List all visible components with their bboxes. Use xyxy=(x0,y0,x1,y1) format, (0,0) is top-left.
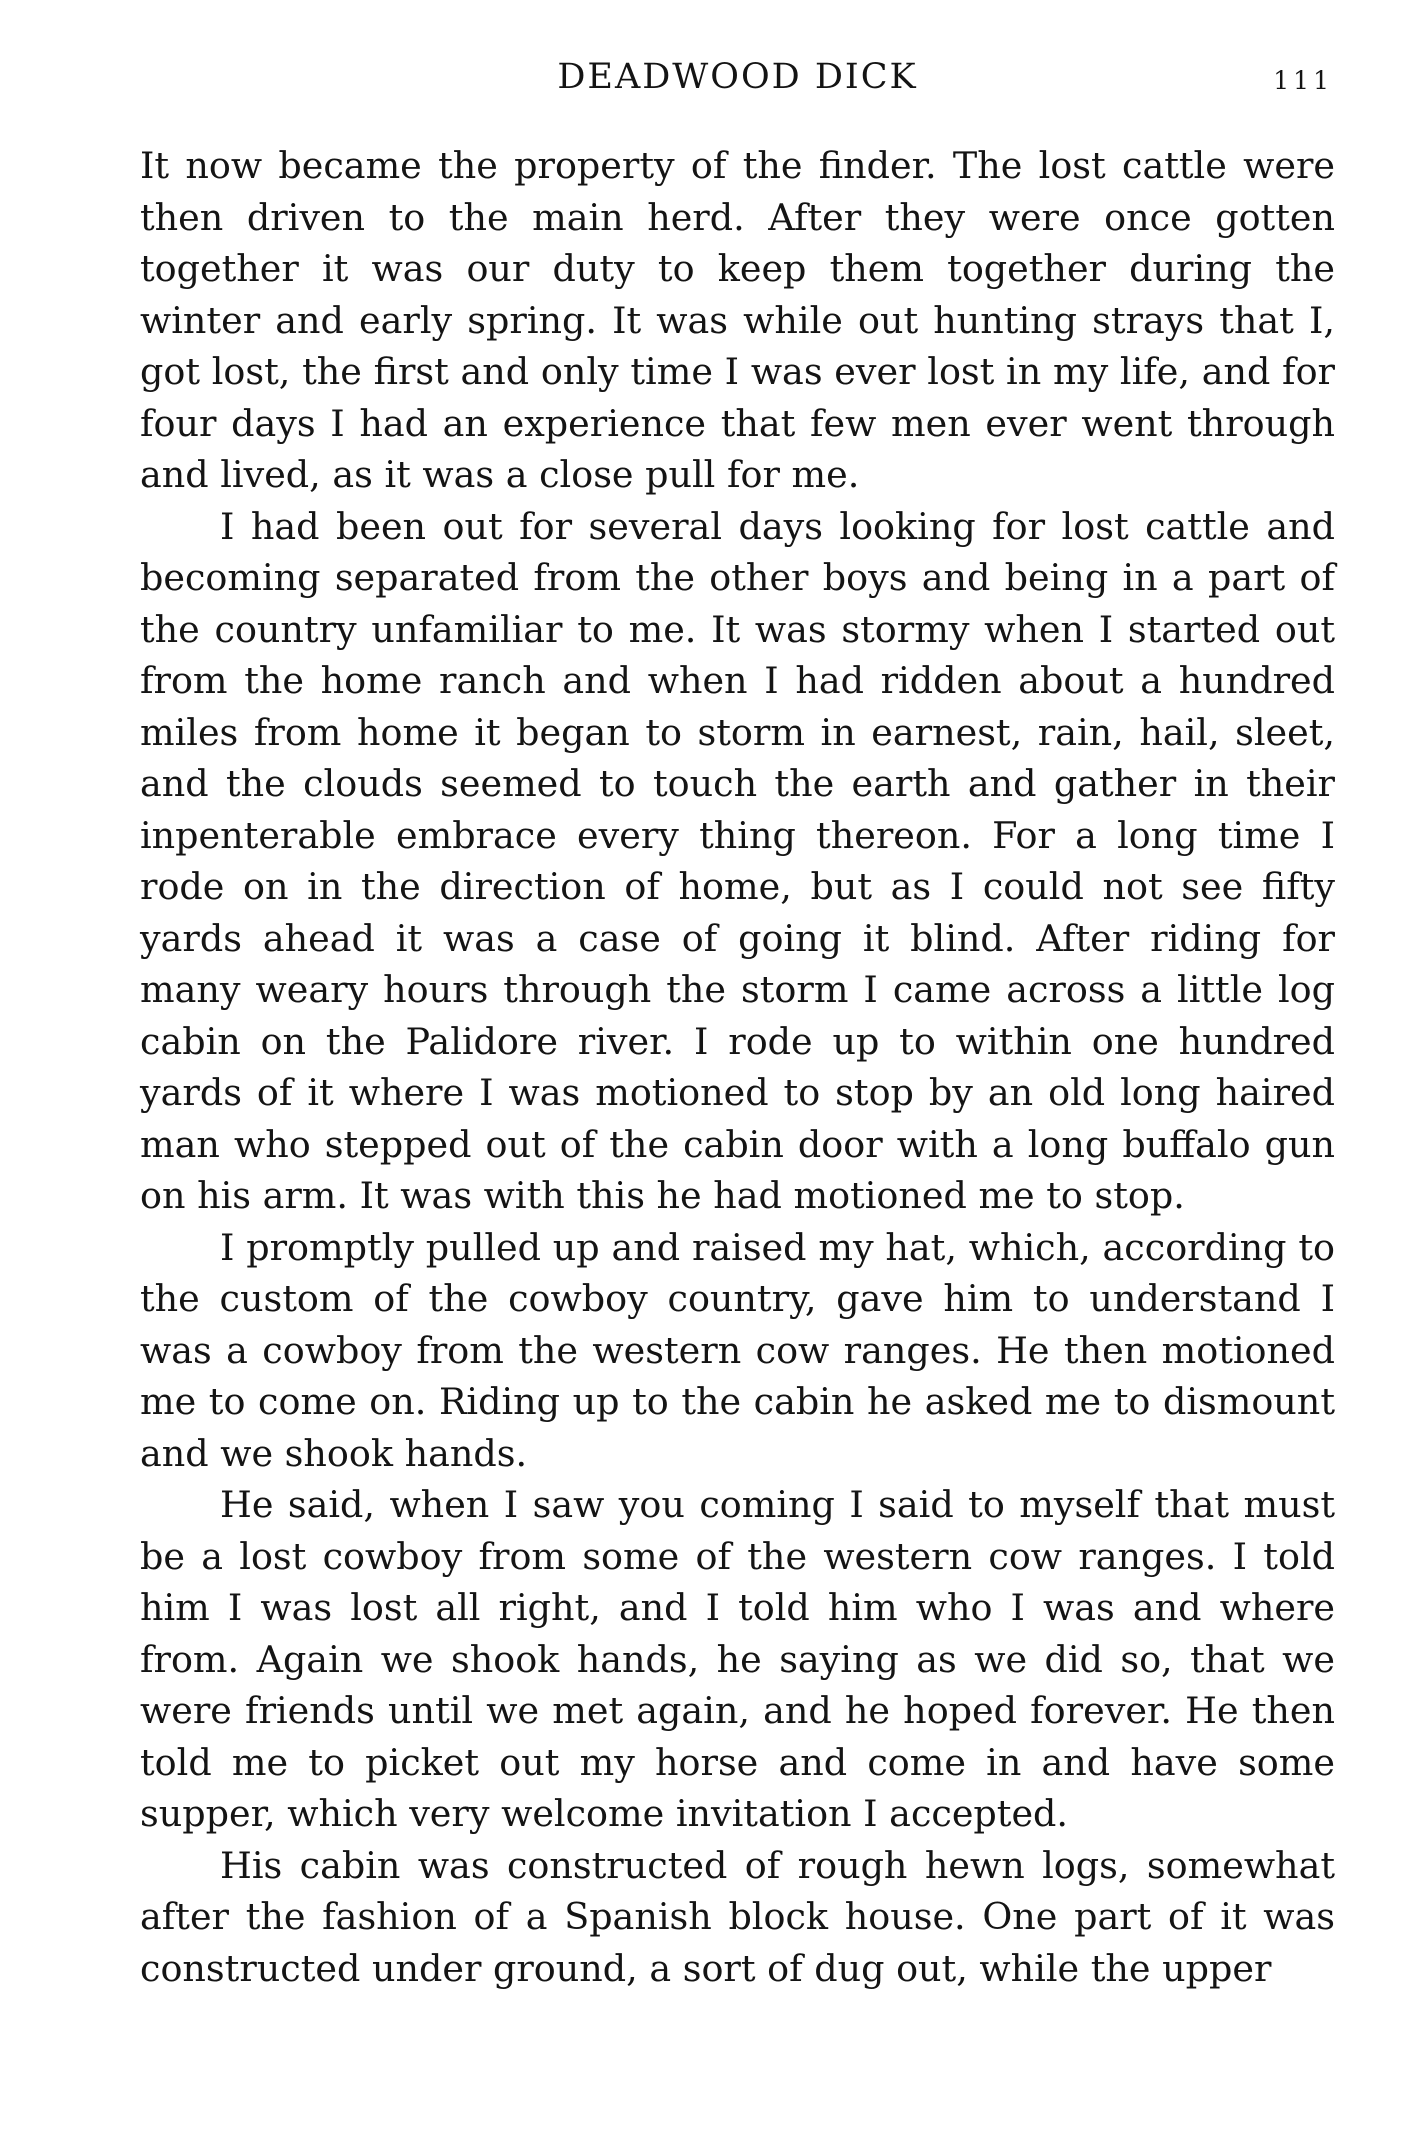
running-head xyxy=(140,52,1335,102)
paragraph-1: It now became the property of the finder. The lost cattle were then driven to the main herd. After they were once gotten together it was our duty to keep them together during the winter and early spring. It was while out hunting strays that I, got lost, the first and only time I was ever lost in my life, and for four days I had an experience that few men ever went through and lived, as it was a close pull for me. xyxy=(140,144,1335,496)
paragraph-5: His cabin was constructed of rough hewn logs, somewhat after the fashion of a Spanish block house. One part of it was constructed under ground, a sort of dug out, while the upper xyxy=(140,1843,1335,1990)
paragraph-2: I had been out for several days looking for lost cattle and becoming separated from the other boys and being in a part of the country unfamiliar to me. It was stormy when I started out from the home ranch and when I had ridden about a hundred miles from home it began to storm in earnest, rain, hail, sleet, and the clouds seemed to touch the earth and gather in their inpenterable embrace every thing thereon. For a long time I rode on in the direction of home, but as I could not see fifty yards ahead it was a case of going it blind. After riding for many weary hours through the storm I came across a little log cabin on the Palidore river. I rode up to within one hundred yards of it where I was motioned to stop by an old long haired man who stepped out of the cabin door with a long buffalo gun on his arm. It was with this he had motioned me to stop. xyxy=(140,504,1335,1217)
paragraph-3: I promptly pulled up and raised my hat, which, according to the custom of the cowboy country, gave him to understand I was a cowboy from the western cow ranges. He then motioned me to come on. Riding up to the cabin he asked me to dismount and we shook hands. xyxy=(140,1225,1335,1475)
paragraph-4: He said, when I saw you coming I said to myself that must be a lost cowboy from some of the western cow ranges. I told him I was lost all right, and I told him who I was and where from. Again we shook hands, he saying as we did so, that we were friends until we met again, and he hoped forever. He then told me to picket out my horse and come in and have some supper, which very welcome invitation I accepted. xyxy=(140,1483,1335,1835)
running-title: DEADWOOD DICK xyxy=(557,57,918,97)
body-text xyxy=(140,140,1335,2120)
page-number: 111 xyxy=(1273,66,1333,95)
